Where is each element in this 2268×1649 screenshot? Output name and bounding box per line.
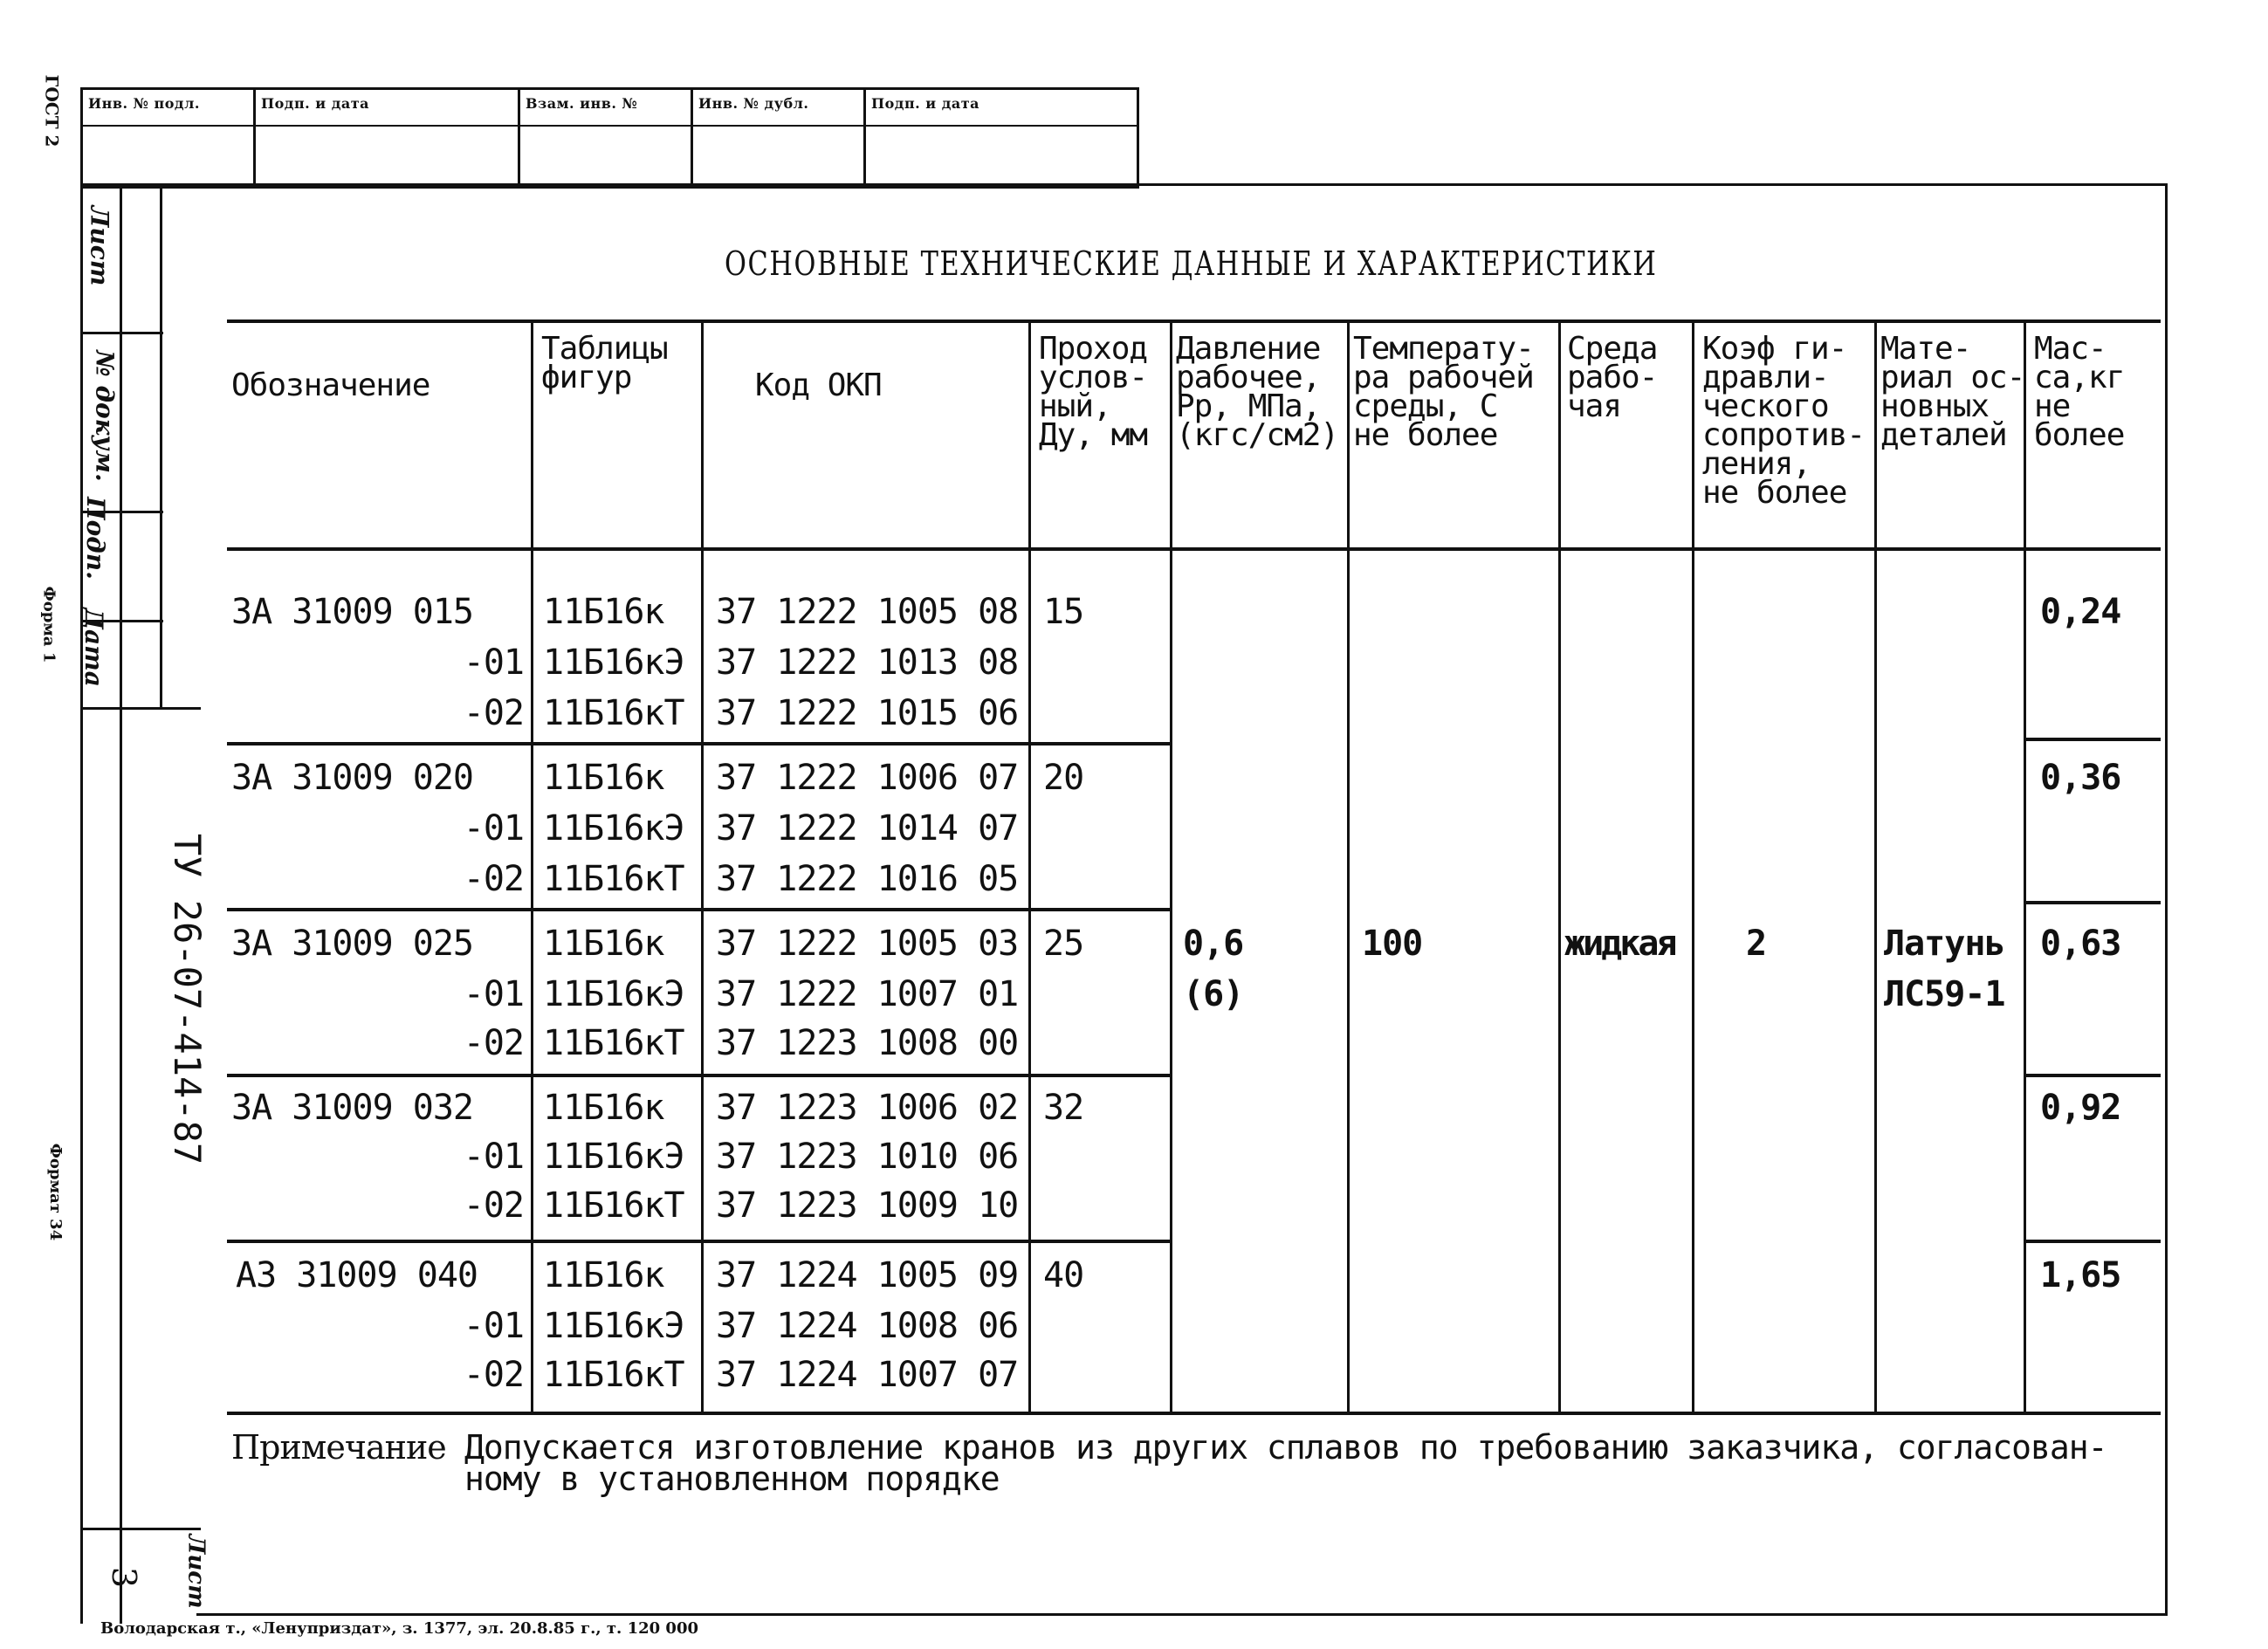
pressure-mpa-cell: 0,6	[1183, 924, 1244, 964]
header-medium: Среда рабо- чая	[1567, 331, 1658, 424]
okp-cell: 37 1222 1005 03	[716, 924, 1019, 964]
figure-cell: 11Б16кТ	[543, 1023, 684, 1063]
coefficient-cell: 2	[1746, 924, 1767, 964]
margin-col-2	[160, 183, 162, 707]
figure-cell: 11Б16кЭ	[543, 1306, 684, 1346]
header-temperature: Температу- ра рабочей среды, С не более	[1353, 331, 1534, 453]
margin-label-data: Дата	[79, 608, 108, 687]
header-designation: Обозначение	[231, 368, 430, 403]
okp-cell: 37 1222 1013 08	[716, 642, 1019, 683]
forma-label: Форма 1	[39, 586, 58, 663]
okp-cell: 37 1223 1006 02	[716, 1088, 1019, 1128]
figure-cell: 11Б16к	[543, 1088, 664, 1128]
okp-cell: 37 1222 1007 01	[716, 974, 1019, 1014]
stamp-cell-podp-data-2: Подп. и дата	[866, 90, 1139, 186]
margin-label-docnum: № докум.	[90, 350, 120, 482]
okp-cell: 37 1222 1016 05	[716, 859, 1019, 899]
col-divider	[701, 319, 704, 1413]
dn-cell: 40	[1043, 1255, 1084, 1295]
figure-cell: 11Б16кЭ	[543, 642, 684, 683]
header-coefficient: Коэф ги- дравли- ческого сопротив- ления, не более	[1702, 331, 1866, 511]
medium-cell: жидкая	[1564, 924, 1675, 964]
margin-row	[83, 332, 163, 334]
figure-cell: 11Б16к	[543, 924, 664, 964]
sheet-label: Лист	[182, 1534, 210, 1609]
designation-cell: -01	[463, 974, 524, 1014]
designation-cell: -01	[463, 808, 524, 849]
header-figures: Таблицы фигур	[541, 331, 668, 395]
mass-cell: 0,92	[2040, 1088, 2121, 1128]
figure-cell: 11Б16кТ	[543, 1355, 684, 1395]
okp-cell: 37 1222 1014 07	[716, 808, 1019, 849]
margin-row	[83, 707, 201, 710]
header-bottom-line	[227, 547, 2161, 551]
table-bottom-line	[227, 1412, 2161, 1415]
col-divider	[1692, 319, 1694, 1413]
designation-cell: -01	[463, 1137, 524, 1177]
okp-cell: 37 1222 1015 06	[716, 693, 1019, 733]
header-pressure: Давление рабочее, Рр, МПа, (кгс/см2)	[1176, 331, 1339, 453]
stamp-cell-podp-data: Подп. и дата	[256, 90, 520, 186]
figure-cell: 11Б16кЭ	[543, 1137, 684, 1177]
figure-cell: 11Б16к	[543, 1255, 664, 1295]
header-material: Мате- риал ос- новных деталей	[1880, 331, 2025, 453]
mass-divider	[2024, 1074, 2161, 1077]
okp-cell: 37 1224 1008 06	[716, 1306, 1019, 1346]
note-label: Примечание	[231, 1428, 446, 1467]
stamp-cell-inv-dubl: Инв. № дубл.	[693, 90, 866, 186]
mass-cell: 0,63	[2040, 924, 2121, 964]
mass-divider	[2024, 738, 2161, 741]
material-cell: Латунь	[1884, 924, 2005, 964]
col-divider	[531, 319, 533, 1413]
stamp-cell-vzam-inv: Взам. инв. №	[520, 90, 693, 186]
designation-cell: -02	[463, 1185, 524, 1226]
figure-cell: 11Б16к	[543, 758, 664, 798]
mass-divider	[2024, 901, 2161, 904]
okp-cell: 37 1222 1006 07	[716, 758, 1019, 798]
gost-label: ГОСТ 2	[41, 74, 63, 148]
designation-cell: -02	[463, 1023, 524, 1063]
sheet-number: 3	[105, 1566, 144, 1589]
designation-cell: -02	[463, 859, 524, 899]
mass-divider	[2024, 1240, 2161, 1243]
pressure-kgf-cell: (6)	[1183, 974, 1244, 1014]
designation-cell: -02	[463, 1355, 524, 1395]
temperature-cell: 100	[1362, 924, 1423, 964]
designation-cell: -01	[463, 642, 524, 683]
dn-cell: 25	[1043, 924, 1084, 964]
okp-cell: 37 1224 1005 09	[716, 1255, 1019, 1295]
header-dn: Проход услов- ный, Ду, мм	[1039, 331, 1148, 453]
designation-cell: А3 31009 040	[236, 1255, 478, 1295]
margin-label-list: Лист	[85, 205, 114, 286]
printer-footer: Володарская т., «Ленуприздат», з. 1377, эл. 20.8.85 г., т. 120 000	[100, 1619, 699, 1638]
col-divider	[1028, 319, 1031, 1413]
margin-row	[83, 183, 201, 186]
table-top-line	[227, 319, 2161, 323]
okp-cell: 37 1223 1008 00	[716, 1023, 1019, 1063]
margin-row	[83, 1528, 201, 1530]
okp-cell: 37 1223 1009 10	[716, 1185, 1019, 1226]
material-cell: ЛС59-1	[1884, 974, 2005, 1014]
designation-cell: 3А 31009 032	[231, 1088, 473, 1128]
figure-cell: 11Б16кЭ	[543, 808, 684, 849]
figure-cell: 11Б16кТ	[543, 693, 684, 733]
header-okp: Код ОКП	[755, 368, 882, 403]
approval-stamp-table	[80, 87, 1139, 189]
figure-cell: 11Б16к	[543, 592, 664, 632]
col-divider	[1347, 319, 1350, 1413]
figure-cell: 11Б16кЭ	[543, 974, 684, 1014]
okp-cell: 37 1223 1010 06	[716, 1137, 1019, 1177]
figure-cell: 11Б16кТ	[543, 859, 684, 899]
doc-code: ТУ 26-07-414-87	[166, 833, 210, 1165]
mass-cell: 1,65	[2040, 1255, 2121, 1295]
col-divider	[1558, 319, 1561, 1413]
dn-cell: 15	[1043, 592, 1084, 632]
mass-cell: 0,36	[2040, 758, 2121, 798]
figure-cell: 11Б16кТ	[543, 1185, 684, 1226]
designation-cell: -02	[463, 693, 524, 733]
format-label: Формат 34	[46, 1143, 65, 1241]
margin-col-1	[120, 183, 122, 1624]
mass-cell: 0,24	[2040, 592, 2121, 632]
dn-cell: 32	[1043, 1088, 1084, 1128]
header-mass: Мас- са,кг не более	[2034, 331, 2125, 453]
okp-cell: 37 1222 1005 08	[716, 592, 1019, 632]
dn-cell: 20	[1043, 758, 1084, 798]
margin-label-podp: Подп.	[80, 497, 110, 580]
stamp-cell-inv-podl: Инв. № подл.	[83, 90, 256, 186]
designation-cell: 3А 31009 020	[231, 758, 473, 798]
designation-cell: -01	[463, 1306, 524, 1346]
designation-cell: 3А 31009 025	[231, 924, 473, 964]
col-divider	[1874, 319, 1877, 1413]
document-title: ОСНОВНЫЕ ТЕХНИЧЕСКИЕ ДАННЫЕ И ХАРАКТЕРИСТИКИ	[725, 244, 1658, 283]
designation-cell: 3А 31009 015	[231, 592, 473, 632]
col-divider	[1170, 319, 1172, 1413]
okp-cell: 37 1224 1007 07	[716, 1355, 1019, 1395]
col-divider	[2024, 319, 2026, 1413]
note-text: Допускается изготовление кранов из других сплавов по требованию заказчика, согласован- ному в установленном порядке	[464, 1428, 2107, 1498]
